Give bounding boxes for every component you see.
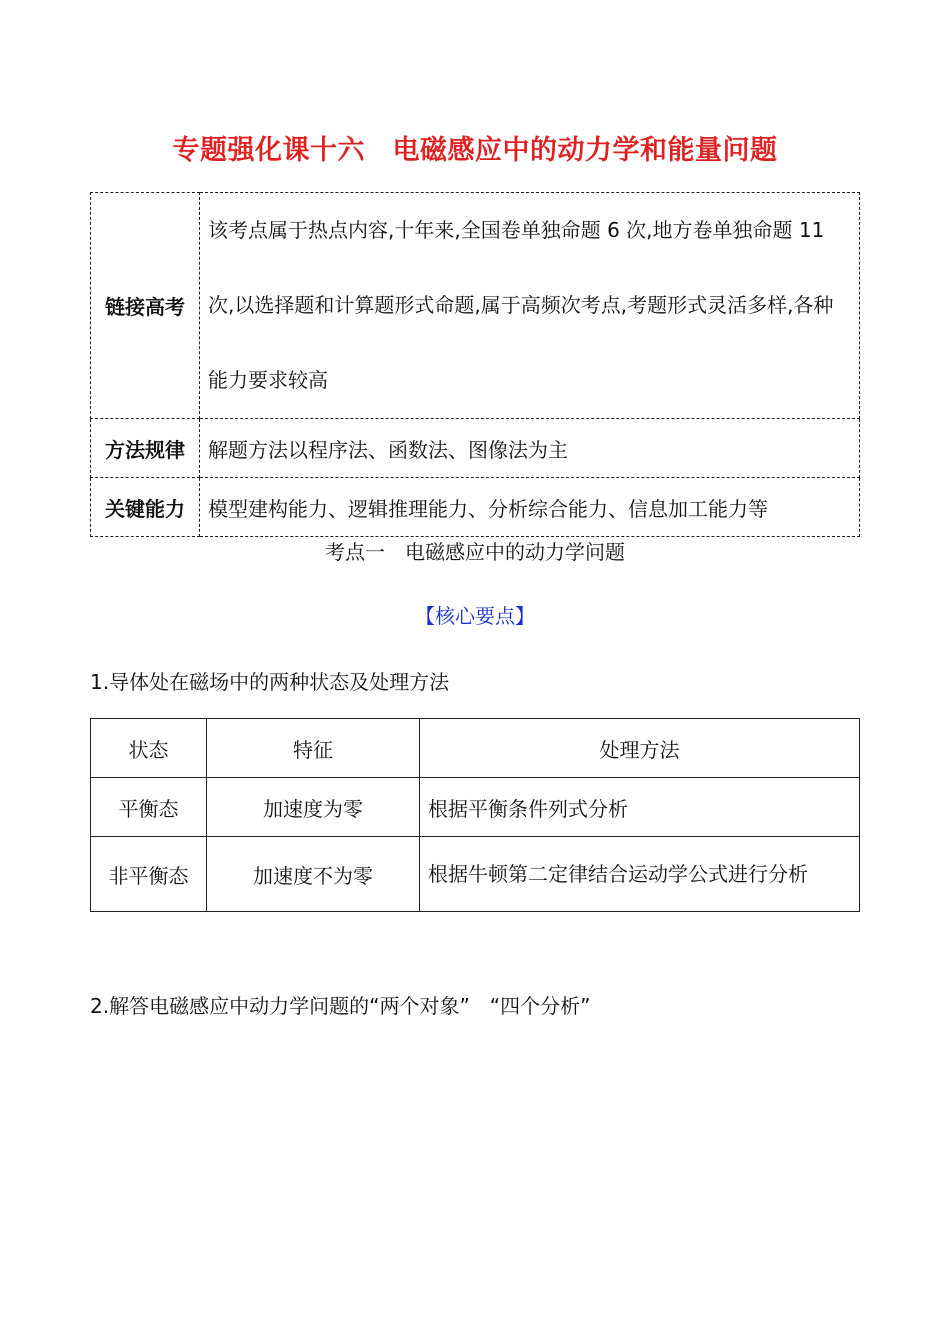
header-cell: 处理方法 <box>420 719 860 778</box>
table-row <box>91 478 860 537</box>
table-cell: 加速度不为零 <box>207 837 420 912</box>
table-row <box>91 419 860 478</box>
table-header-row <box>91 719 860 778</box>
exam-info-table <box>90 192 860 537</box>
state-table <box>90 718 860 912</box>
row-label: 链接高考 <box>91 193 200 419</box>
header-cell: 状态 <box>91 719 207 778</box>
row-label: 方法规律 <box>91 419 200 478</box>
row-content: 解题方法以程序法、函数法、图像法为主 <box>200 419 860 478</box>
header-cell: 特征 <box>207 719 420 778</box>
row-content: 模型建构能力、逻辑推理能力、分析综合能力、信息加工能力等 <box>200 478 860 537</box>
row-content: 该考点属于热点内容,十年来,全国卷单独命题 6 次,地方卷单独命题 11 次,以选择题和计算题形式命题,属于高频次考点,考题形式灵活多样,各种能力要求较高 <box>200 193 860 419</box>
table-row <box>91 778 860 837</box>
point-2: 2.解答电磁感应中动力学问题的“两个对象” “四个分析” <box>90 994 591 1018</box>
table-cell: 非平衡态 <box>91 837 207 912</box>
core-heading: 【核心要点】 <box>415 604 535 628</box>
table-cell: 平衡态 <box>91 778 207 837</box>
page-title: 专题强化课十六 电磁感应中的动力学和能量问题 <box>172 135 778 166</box>
table-row <box>91 193 860 419</box>
table-cell: 根据牛顿第二定律结合运动学公式进行分析 <box>420 837 860 912</box>
point-1: 1.导体处在磁场中的两种状态及处理方法 <box>90 670 450 694</box>
section-title: 考点一 电磁感应中的动力学问题 <box>325 540 625 564</box>
row-label: 关键能力 <box>91 478 200 537</box>
table-row <box>91 837 860 912</box>
table-cell: 加速度为零 <box>207 778 420 837</box>
table-cell: 根据平衡条件列式分析 <box>420 778 860 837</box>
